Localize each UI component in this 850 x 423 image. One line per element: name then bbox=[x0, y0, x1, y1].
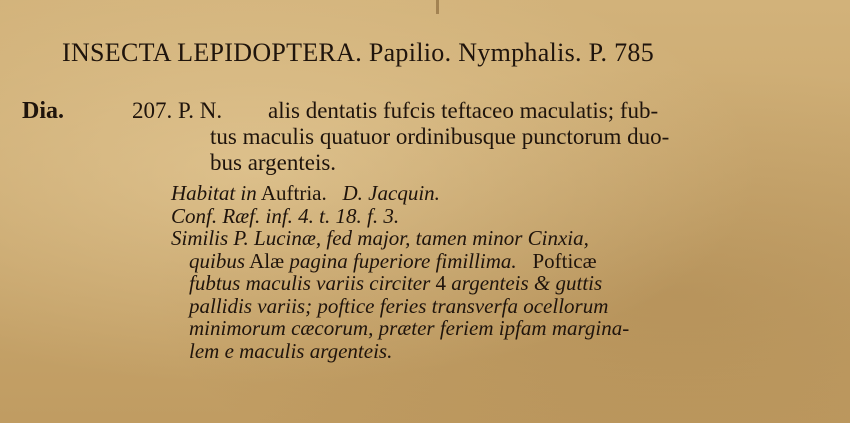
remark-line: pallidis variis; poftice feries transverfa ocellorum bbox=[189, 293, 609, 318]
species-label: Dia. bbox=[22, 98, 64, 124]
habitat-place: Auftria. bbox=[260, 181, 327, 205]
remark-text: argenteis & guttis bbox=[451, 271, 603, 295]
description-line: alis dentatis fufcis teftaceo maculatis; fub- bbox=[268, 98, 659, 123]
species-description bbox=[190, 98, 830, 176]
habitat-source: D. Jacquin. bbox=[342, 181, 440, 205]
remark-text: Alæ bbox=[249, 248, 285, 273]
description-line: bus argenteis. bbox=[210, 150, 337, 175]
remark-text: pagina fuperiore fimillima. bbox=[289, 248, 517, 273]
remark-text: fubtus maculis variis circiter bbox=[189, 271, 431, 295]
remark-line bbox=[171, 272, 831, 295]
remark-line bbox=[171, 250, 831, 273]
remark-text: quibus bbox=[189, 248, 246, 273]
running-header: INSECTA LEPIDOPTERA. Papilio. Nymphalis. P. 785 bbox=[62, 38, 654, 67]
remark-text: Pofticæ bbox=[532, 248, 597, 273]
remark-line: Similis P. Lucinæ, fed major, tamen minor Cinxia, bbox=[171, 226, 589, 250]
reference-line: Conf. Ræf. inf. 4. t. 18. f. 3. bbox=[171, 203, 400, 228]
description-line: tus maculis quatuor ordinibusque punctorum duo- bbox=[210, 124, 670, 149]
remark-text: 4 bbox=[435, 271, 447, 295]
remark-line: minimorum cæcorum, præter feriem ipfam margina- bbox=[189, 316, 630, 340]
habitat-label: Habitat in bbox=[171, 181, 257, 205]
binding-mark bbox=[436, 0, 439, 14]
entry-number: 207. P. N. bbox=[132, 98, 223, 123]
species-notes bbox=[171, 182, 831, 362]
remark-line: lem e maculis argenteis. bbox=[189, 338, 393, 363]
habitat-line bbox=[171, 182, 831, 205]
